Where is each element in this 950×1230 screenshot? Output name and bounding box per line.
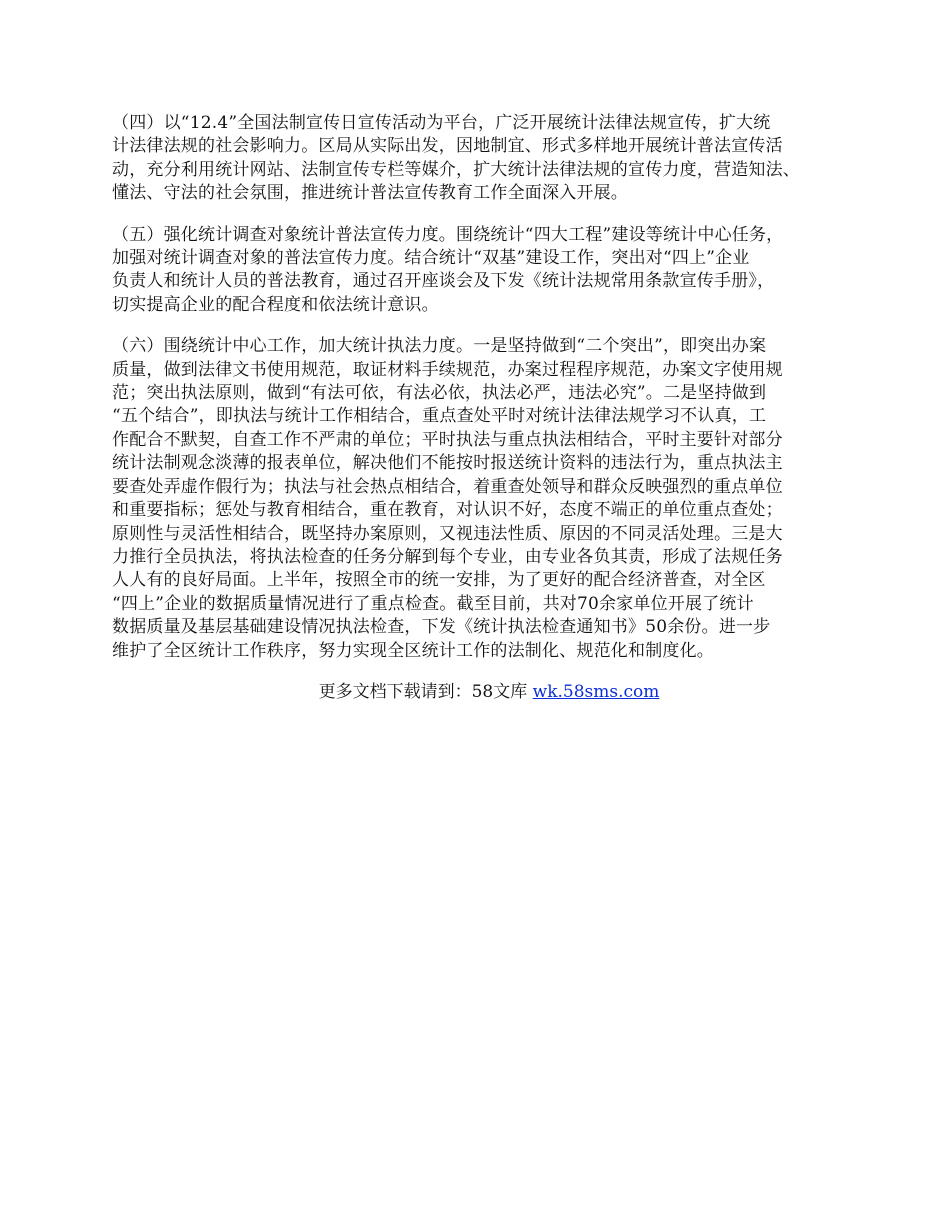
text-line: 懂法、守法的社会氛围，推进统计普法宣传教育工作全面深入开展。 [112, 183, 628, 204]
text-line: 作配合不默契，自查工作不严肃的单位；平时执法与重点执法相结合，平时主要针对部分 [112, 429, 783, 450]
paragraph-5 [112, 224, 852, 318]
footer-text: 更多文档下载请到：58文库 [318, 681, 528, 702]
document-page [112, 112, 852, 704]
footer-download-note [112, 681, 852, 704]
paragraph-4 [112, 112, 852, 206]
text-line: （四）以“12.4”全国法制宣传日宣传活动为平台，广泛开展统计法律法规宣传，扩大统 [112, 113, 771, 133]
footer-link[interactable]: wk.58sms.com [532, 681, 660, 702]
text-line: （六）围绕统计中心工作，加大统计执法力度。一是坚持做到“二个突出”，即突出办案 [112, 336, 767, 357]
text-line: 质量，做到法律文书使用规范，取证材料手续规范，办案过程程序规范，办案文字使用规 [112, 359, 783, 380]
text-line: 动，充分利用统计网站、法制宣传专栏等媒介，扩大统计法律法规的宣传力度，营造知法、 [112, 159, 800, 180]
text-line: 原则性与灵活性相结合，既坚持办案原则，又视违法性质、原因的不同灵活处理。三是大 [112, 523, 783, 544]
text-line: 负责人和统计人员的普法教育，通过召开座谈会及下发《统计法规常用条款宣传手册》， [112, 271, 775, 292]
text-line: “四上”企业的数据质量情况进行了重点检查。截至目前，共对70余家单位开展了统计 [112, 593, 754, 614]
text-line: 计法律法规的社会影响力。区局从实际出发，因地制宜、形式多样地开展统计普法宣传活 [112, 136, 783, 157]
text-line: 人人有的良好局面。上半年，按照全市的统一安排，为了更好的配合经济普查，对全区 [112, 570, 766, 591]
text-line: 和重要指标；惩处与教育相结合，重在教育，对认识不好，态度不端正的单位重点查处； [112, 500, 783, 521]
paragraph-6 [112, 335, 852, 663]
text-line: 加强对统计调查对象的普法宣传力度。结合统计“双基”建设工作，突出对“四上”企业 [112, 248, 750, 269]
text-line: 范；突出执法原则，做到“有法可依，有法必依，执法必严，违法必究”。二是坚持做到 [112, 383, 767, 404]
text-line: 要查处弄虚作假行为；执法与社会热点相结合，着重查处领导和群众反映强烈的重点单位 [112, 476, 783, 497]
text-line: 力推行全员执法，将执法检查的任务分解到每个专业，由专业各负其责，形成了法规任务 [112, 546, 783, 567]
text-line: “五个结合”，即执法与统计工作相结合，重点查处平时对统计法律法规学习不认真，工 [112, 406, 767, 427]
text-line: 数据质量及基层基础建设情况执法检查，下发《统计执法检查通知书》50余份。进一步 [112, 617, 771, 638]
text-line: 统计法制观念淡薄的报表单位，解决他们不能按时报送统计资料的违法行为，重点执法主 [112, 453, 783, 474]
text-line: 维护了全区统计工作秩序，努力实现全区统计工作的法制化、规范化和制度化。 [112, 640, 714, 661]
text-line: 切实提高企业的配合程度和依法统计意识。 [112, 294, 439, 315]
text-line: （五）强化统计调查对象统计普法宣传力度。围绕统计“四大工程”建设等统计中心任务， [112, 224, 784, 245]
